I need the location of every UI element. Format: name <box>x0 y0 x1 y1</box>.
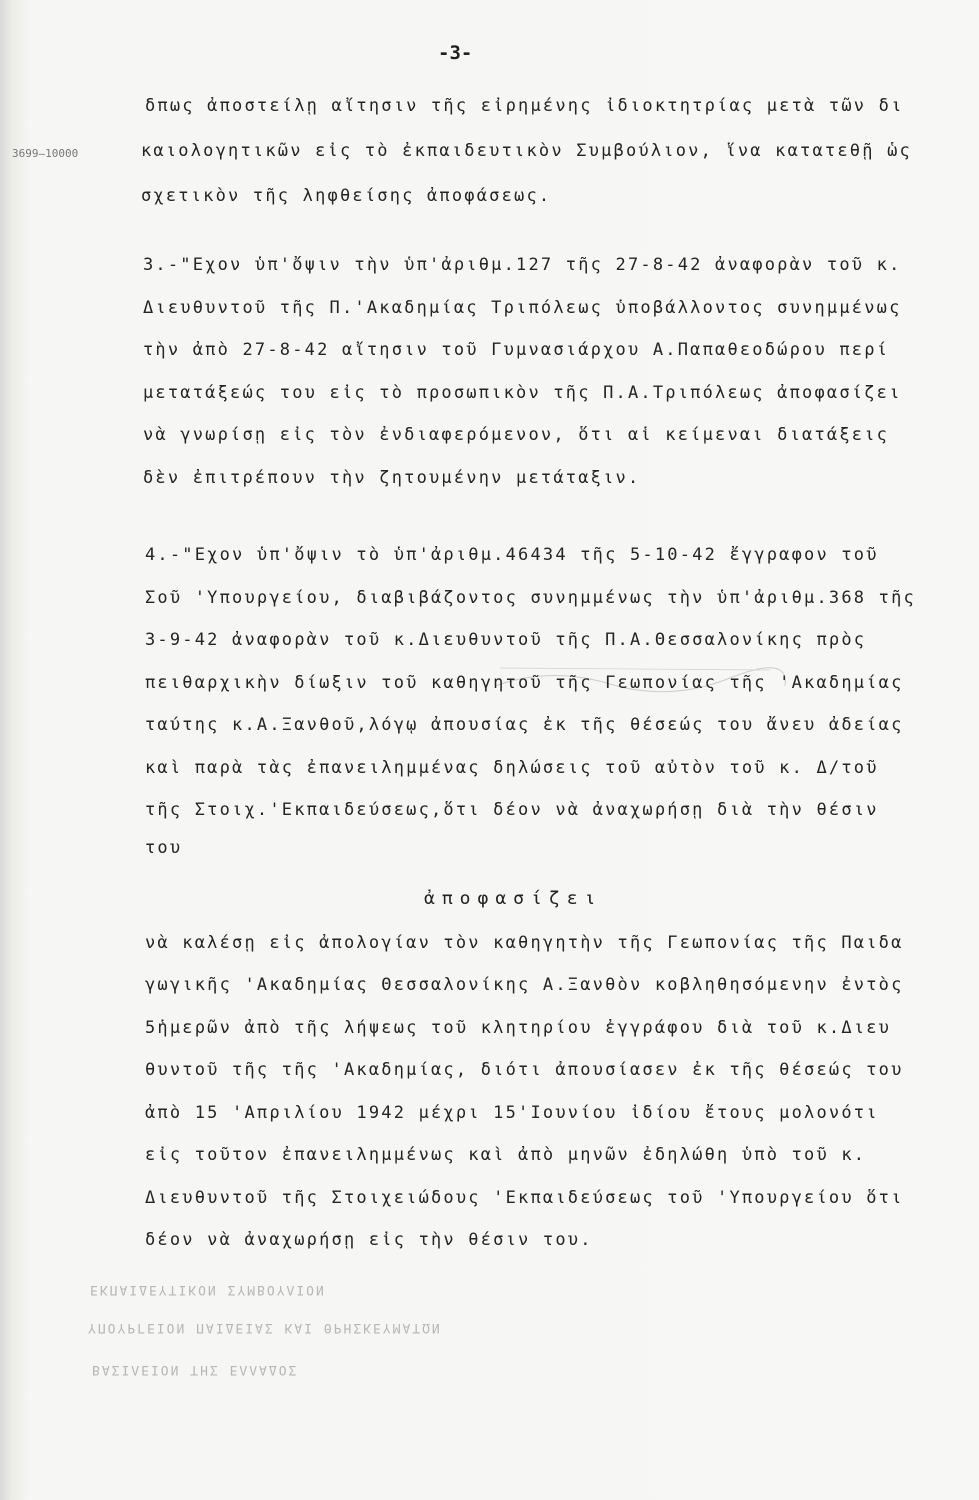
text-line-7: μετατάξεώς του εἰς τὸ προσωπικὸν τῆς Π.Α.Τριπόλεως ἀποφασίζει <box>143 383 902 403</box>
text-line-5: Διευθυντοῦ τῆς Π.'Ακαδημίας Τριπόλεως ὑποβάλλοντος συνημμένως <box>143 298 902 318</box>
text-line-22: ἀπὸ 15 'Απριλίου 1942 μέχρι 15'Ιουνίου ἰδίου ἔτους μολονότι <box>145 1103 879 1123</box>
text-line-19: γωγικῆς 'Ακαδημίας Θεσσαλονίκης Α.Ξανθὸν κοβληθησόμενην ἐντὸς <box>145 975 904 995</box>
text-line-12: 3-9-42 ἀναφορὰν τοῦ κ.Διευθυντοῦ τῆς Π.Α.Θεσσαλονίκης πρὸς <box>145 630 867 650</box>
bleed-through-stamp-2: ΥΠΟΥΡΓΕΙΟΝ ΠΑΙΔΕΙΑΣ ΚΑΙ ΘΡΗΣΚΕΥΜΑΤΩΝ <box>88 1320 442 1335</box>
text-line-16: τῆς Στοιχ.'Εκπαιδεύσεως,ὅτι δέον νὰ ἀναχωρήσῃ διὰ τὴν θέσιν <box>145 800 879 820</box>
text-line-6: τὴν ἀπὸ 27-8-42 αἴτησιν τοῦ Γυμνασιάρχου Α.Παπαθεοδώρου περί <box>143 340 890 360</box>
bleed-through-stamp-1: ΒΑΣΙΛΕΙΟΝ ΤΗΣ ΕΛΛΑΔΟΣ <box>92 1362 299 1377</box>
text-line-8: νὰ γνωρίσῃ εἰς τὸν ἐνδιαφερόμενον, ὅτι αἱ κείμεναι διατάξεις <box>143 425 890 445</box>
text-line-15: καὶ παρὰ τὰς ἐπανειλημμένας δηλώσεις τοῦ αὐτὸν τοῦ κ. Δ/τοῦ <box>145 758 879 778</box>
text-line-11: Σοῦ 'Υπουργείου, διαβιβάζοντος συνημμένως τὴν ὑπ'ἀριθμ.368 τῆς <box>145 588 916 608</box>
decision-heading: ἀποφασίζει <box>424 888 603 909</box>
text-line-13: πειθαρχικὴν δίωξιν τοῦ καθηγητοῦ τῆς Γεωπονίας τῆς 'Ακαδημίας <box>145 673 904 693</box>
text-line-17: του <box>145 838 183 858</box>
text-line-20: 5ἡμερῶν ἀπὸ τῆς λήψεως τοῦ κλητηρίου ἐγγράφου διὰ τοῦ κ.Διευ <box>145 1018 892 1038</box>
text-line-4: 3.-"Εχον ὑπ'ὄψιν τὴν ὑπ'ἀριθμ.127 τῆς 27-8-42 ἀναφορὰν τοῦ κ. <box>143 255 902 275</box>
bleed-through-stamp-3: ΕΚΠΑΙΔΕΥΤΙΚΟΝ ΣΥΜΒΟΥΛΙΟΝ <box>90 1282 326 1297</box>
text-line-23: εἰς τοῦτον ἐπανειλημμένως καὶ ἀπὸ μηνῶν ἐδηλώθη ὑπὸ τοῦ κ. <box>145 1145 867 1165</box>
text-line-3: σχετικὸν τῆς ληφθείσης ἀποφάσεως. <box>141 186 552 206</box>
text-line-9: δὲν ἐπιτρέπουν τὴν ζητουμένην μετάταξιν. <box>143 468 641 488</box>
page-number: -3- <box>438 42 473 64</box>
text-line-2: καιολογητικῶν εἰς τὸ ἐκπαιδευτικὸν Συμβούλιον, ἵνα κατατεθῇ ὡς <box>141 141 912 161</box>
text-line-25: δέον νὰ ἀναχωρήσῃ εἰς τὴν θέσιν του. <box>145 1230 593 1250</box>
text-line-21: θυντοῦ τῆς τῆς 'Ακαδημίας, διότι ἀπουσίασεν ἐκ τῆς θέσεώς του <box>145 1060 904 1080</box>
text-line-24: Διευθυντοῦ τῆς Στοιχειώδους 'Εκπαιδεύσεως τοῦ 'Υπουργείου ὅτι <box>145 1188 904 1208</box>
text-line-1: δπως ἀποστείλῃ αἴτησιν τῆς εἰρημένης ἰδιοκτητρίας μετὰ τῶν δι <box>145 96 904 116</box>
text-line-18: νὰ καλέσῃ εἰς ἀπολογίαν τὸν καθηγητὴν τῆς Γεωπονίας τῆς Παιδα <box>145 933 904 953</box>
margin-note: 3699—10000 <box>12 147 79 160</box>
text-line-14: ταύτης κ.Α.Ξανθοῦ,λόγῳ ἀπουσίας ἐκ τῆς θέσεώς του ἄνευ ἀδείας <box>145 715 904 735</box>
text-line-10: 4.-"Εχον ὑπ'ὄψιν τὸ ὑπ'ἀριθμ.46434 τῆς 5-10-42 ἔγγραφον τοῦ <box>145 545 879 565</box>
